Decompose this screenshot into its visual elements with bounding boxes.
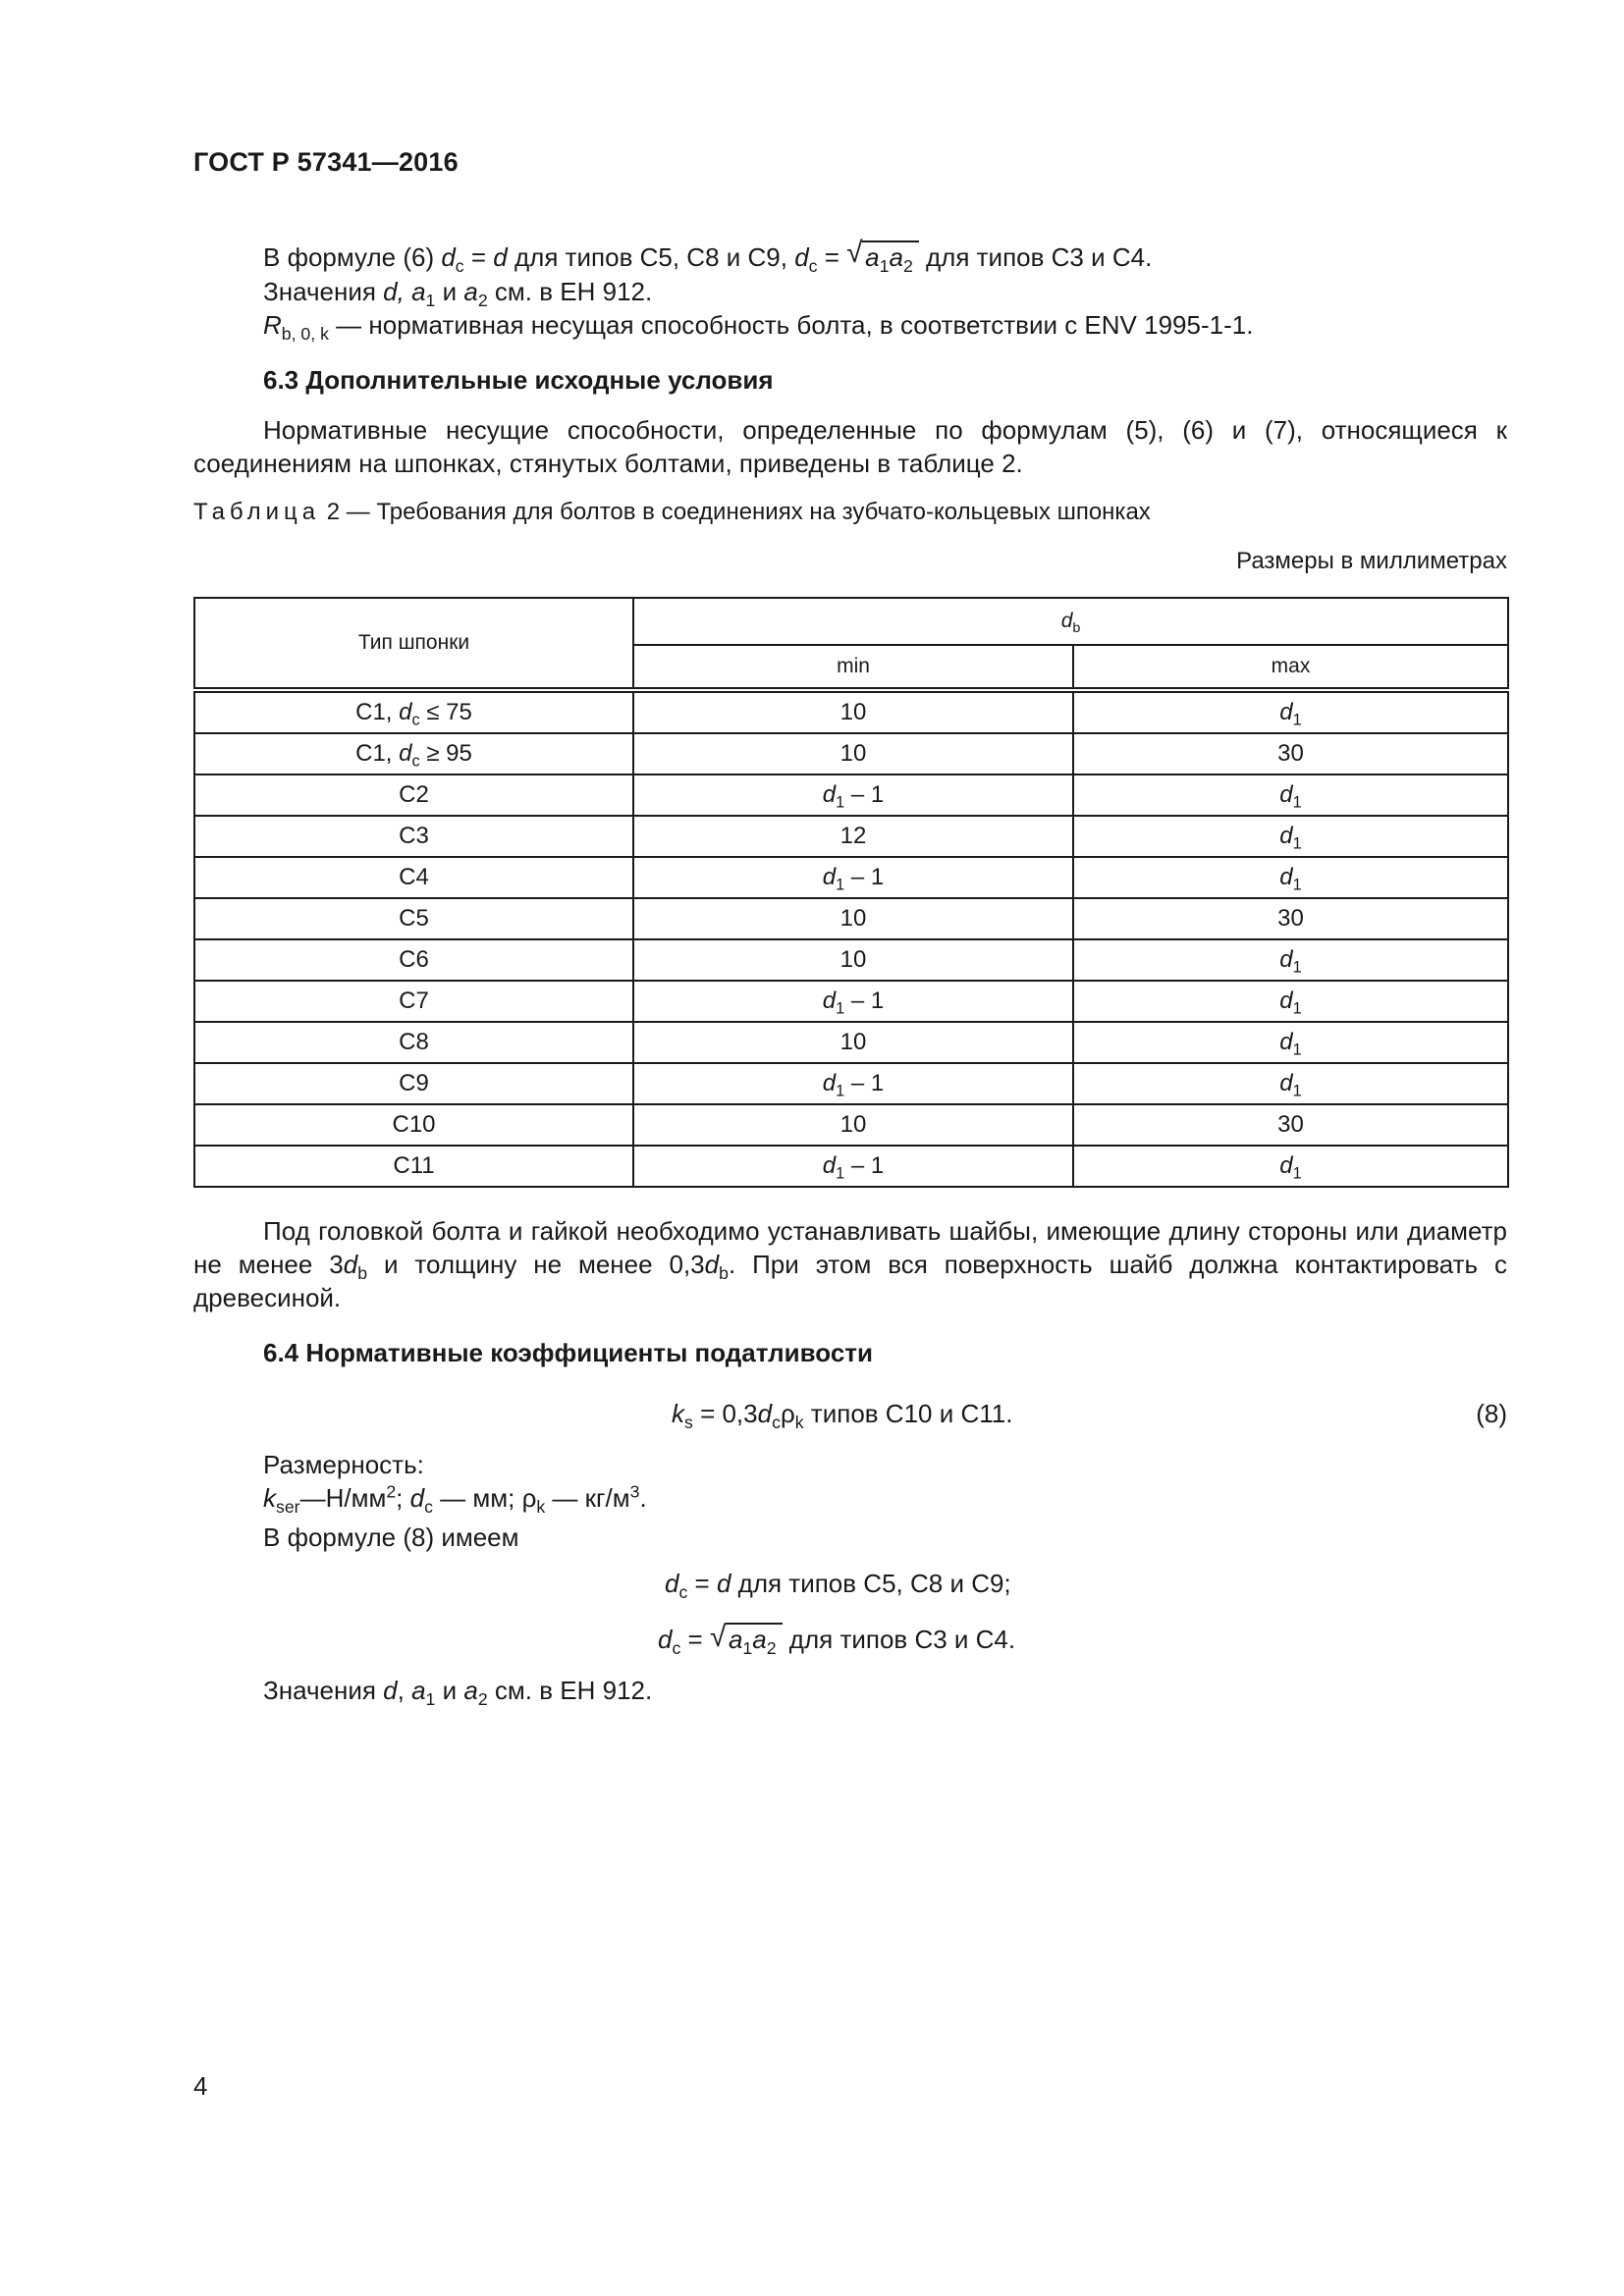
cell-min: 12 [633,816,1073,857]
equation-number: (8) [1476,1399,1507,1428]
table-row [194,857,1508,898]
cell-min: 10 [633,1104,1073,1146]
table-row [194,733,1508,774]
formula-dc-d: $d_c = d$ для типов С5, С8 и С9; [665,1569,1011,1603]
table-row [194,774,1508,816]
formula-8: $k_s = 0,3d_c\rho_k$ типов С10 и С11. [672,1399,1013,1433]
page-number: 4 [193,2071,208,2101]
dimension-units: $k_{ser}—Н/мм^2$; $d_c$ — мм; $\rho_k$ — $кг/м^3$. [263,1481,647,1518]
cell-min: $d_1 - 1$ [633,857,1073,898]
cell-max: $d_1$ [1073,816,1508,857]
table-row [194,981,1508,1022]
intro-line-3: $R_{b, 0, k}$ — нормативная несущая способность болта, в соответствии с ENV 1995-1-1. [263,310,1254,345]
cell-type: C6 [194,939,633,981]
intro-line-1: В формуле (6) $d_c = d$ для типов С5, С8 и С9, $d_c$ = √ $a_1a_2$ для типов С3 и С4. [263,237,1153,277]
cell-type: C1, $d_c \le 75$ [194,690,633,733]
cell-max: 30 [1073,733,1508,774]
cell-min: 10 [633,939,1073,981]
table-row [194,816,1508,857]
table-row [194,690,1508,733]
cell-max: 30 [1073,1104,1508,1146]
col-header-max: max [1073,645,1508,690]
table-row [194,939,1508,981]
table-row [194,1146,1508,1187]
cell-min: $d_1 - 1$ [633,774,1073,816]
table-row [194,898,1508,939]
cell-max: $d_1$ [1073,1063,1508,1104]
table-units-note: Размеры в миллиметрах [1236,548,1507,574]
intro-line-2: Значения d, $a_1$ и $a_2$ см. в ЕН 912. [263,277,653,311]
washer-paragraph: Под головкой болта и гайкой необходимо устанавливать шайбы, имеющие длину стороны или диаметр не менее $3d_b$ и толщину не менее $0,3d_b$. При этом вся поверхность шайб должна контактировать с древесиной. [193,1216,1507,1312]
cell-max: $d_1$ [1073,981,1508,1022]
cell-type: C8 [194,1022,633,1063]
section-6-3-paragraph: Нормативные несущие способности, определенные по формулам (5), (6) и (7), относящиеся к соединениям на шпонках, стянутых болтами, приведены в таблице 2. [193,415,1507,478]
cell-type: C5 [194,898,633,939]
cell-min: $d_1 - 1$ [633,1063,1073,1104]
section-heading-6-3: 6.3 Дополнительные исходные условия [263,365,774,395]
cell-min: $d_1 - 1$ [633,1146,1073,1187]
table-row [194,1063,1508,1104]
table-row [194,1104,1508,1146]
cell-type: C7 [194,981,633,1022]
cell-type: C1, $d_c \ge 95$ [194,733,633,774]
cell-min: 10 [633,1022,1073,1063]
cell-max: $d_1$ [1073,774,1508,816]
cell-max: $d_1$ [1073,690,1508,733]
cell-max: $d_1$ [1073,939,1508,981]
col-header-min: min [633,645,1073,690]
table-caption: Таблица 2 — Требования для болтов в соединениях на зубчато-кольцевых шпонках [193,499,1151,525]
cell-min: 10 [633,733,1073,774]
cell-min: $d_1 - 1$ [633,981,1073,1022]
cell-max: $d_1$ [1073,857,1508,898]
cell-type: C11 [194,1146,633,1187]
values-reference: Значения d, $a_1$ и $a_2$ см. в ЕН 912. [263,1676,653,1710]
cell-type: C9 [194,1063,633,1104]
section-heading-6-4: 6.4 Нормативные коэффициенты податливости [263,1338,874,1367]
cell-type: C3 [194,816,633,857]
bolt-requirements-table [193,597,1509,1188]
formula-dc-sqrt: $d_c$ = √ $a_1a_2$ для типов С3 и С4. [658,1621,1016,1659]
cell-max: $d_1$ [1073,1022,1508,1063]
col-header-type: Тип шпонки [194,598,633,690]
cell-type: C2 [194,774,633,816]
cell-min: 10 [633,690,1073,733]
document-id: ГОСТ Р 57341—2016 [193,147,459,177]
cell-max: $d_1$ [1073,1146,1508,1187]
sqrt-formula: √ $a_1a_2$ [710,1625,783,1655]
cell-max: 30 [1073,898,1508,939]
table-row [194,1022,1508,1063]
cell-type: C10 [194,1104,633,1146]
sqrt-formula: √ $a_1a_2$ [846,240,919,274]
col-header-db: $d_b$ [633,598,1508,645]
in-formula-text: В формуле (8) имеем [263,1522,519,1552]
cell-type: C4 [194,857,633,898]
cell-min: 10 [633,898,1073,939]
dimension-label: Размерность: [263,1450,424,1479]
